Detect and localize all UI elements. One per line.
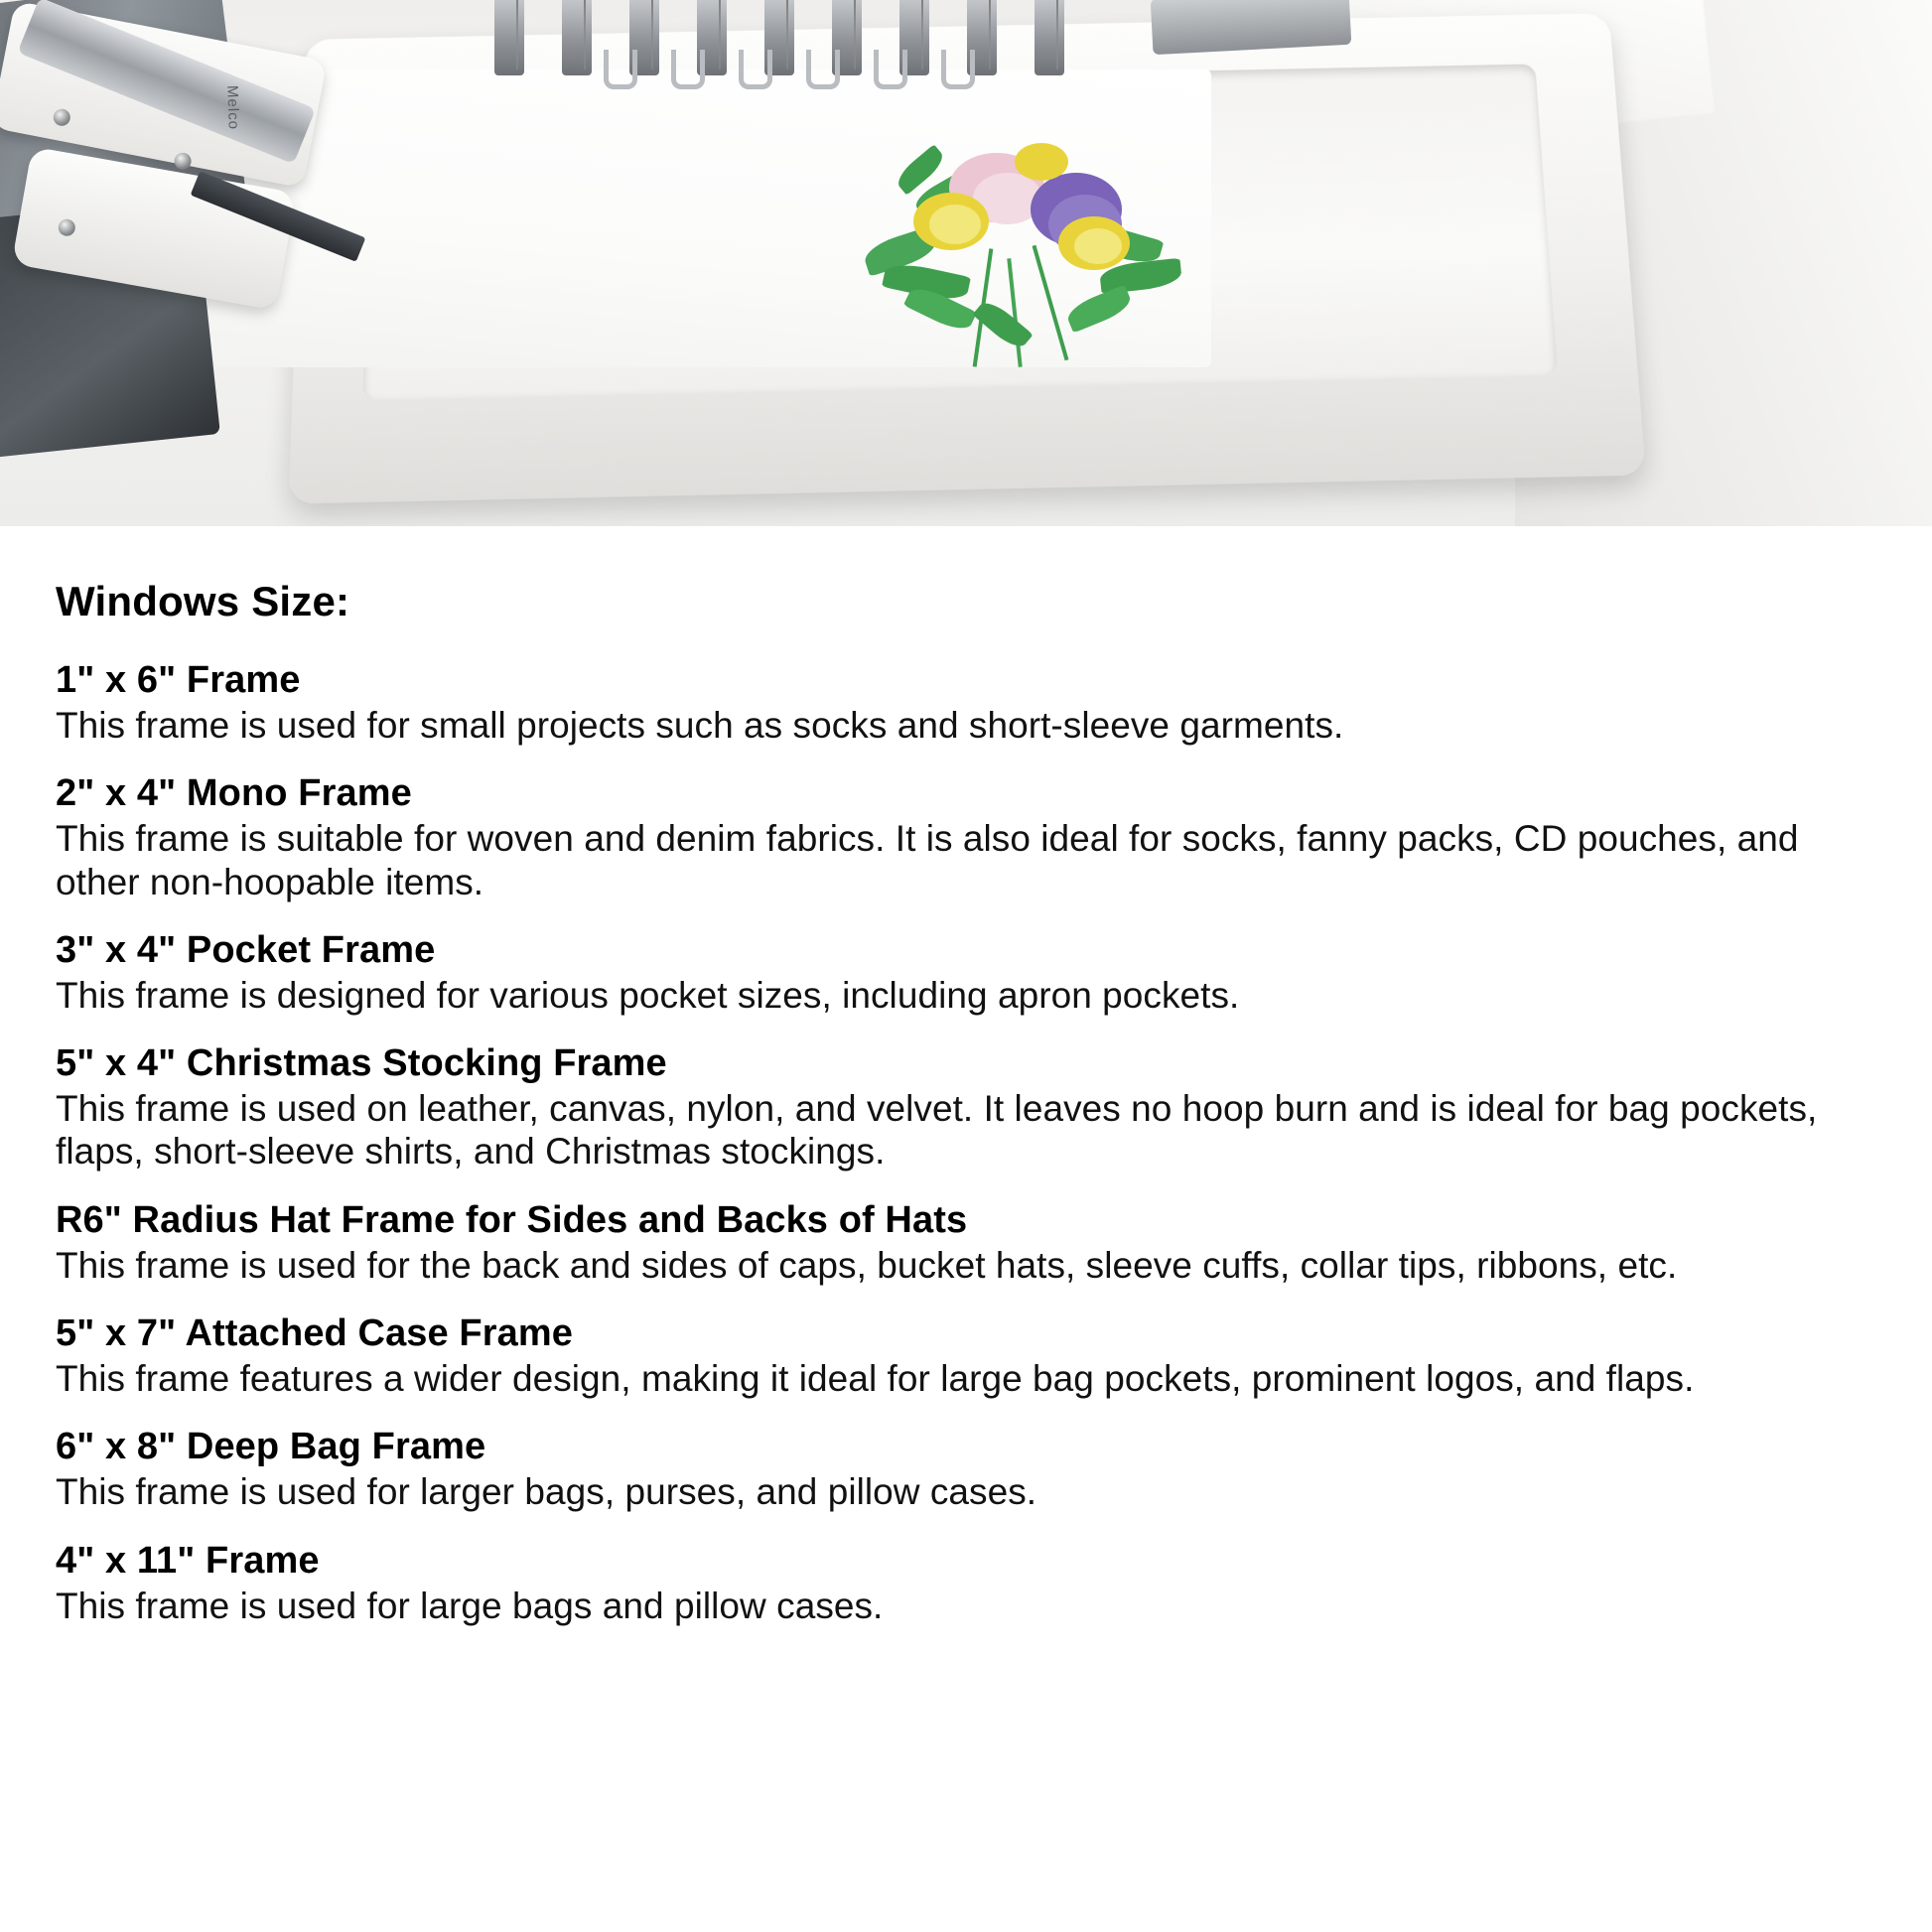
document-content [0, 526, 1932, 1627]
frame-entry-5x4-christmas-stocking [56, 1042, 1876, 1173]
frame-entry-4x11 [56, 1540, 1876, 1627]
frame-heading: R6" Radius Hat Frame for Sides and Backs of Hats [56, 1198, 968, 1241]
machine-screw [57, 217, 76, 237]
frame-entry-2x4-mono [56, 772, 1876, 903]
frame-description: This frame is suitable for woven and denim fabrics. It is also ideal for socks, fanny packs, CD pouches, and other non-hoopable items. [56, 818, 1799, 902]
frame-entry-3x4-pocket [56, 929, 1876, 1017]
frame-heading: 1" x 6" Frame [56, 659, 301, 701]
frame-entry-1x6 [56, 659, 1876, 747]
product-photo [0, 0, 1932, 526]
frame-description: This frame is used on leather, canvas, nylon, and velvet. It leaves no hoop burn and is ideal for bag pockets, flaps, short-sleeve shirts, and Christmas stockings. [56, 1088, 1818, 1173]
frame-description: This frame is designed for various pocket sizes, including apron pockets. [56, 974, 1240, 1016]
frame-heading: 6" x 8" Deep Bag Frame [56, 1426, 486, 1468]
frame-entry-r6-radius-hat [56, 1199, 1876, 1287]
frame-heading: 2" x 4" Mono Frame [56, 772, 412, 815]
frame-heading: 5" x 7" Attached Case Frame [56, 1311, 573, 1354]
page-title: Windows Size: [56, 578, 350, 624]
frame-description: This frame is used for the back and sides of caps, bucket hats, sleeve cuffs, collar tips, ribbons, etc. [56, 1244, 1678, 1286]
frame-entry-5x7-attached-case [56, 1312, 1876, 1400]
frame-entry-6x8-deep-bag [56, 1426, 1876, 1513]
embroidery-machine-head [0, 0, 387, 457]
frame-description: This frame is used for large bags and pillow cases. [56, 1585, 884, 1626]
frame-heading: 3" x 4" Pocket Frame [56, 928, 436, 971]
frame-description: This frame features a wider design, making it ideal for large bag pockets, prominent logos, and flaps. [56, 1357, 1695, 1399]
embroidered-flower-motif [854, 139, 1330, 397]
frame-heading: 4" x 11" Frame [56, 1539, 320, 1582]
brand-label: Melco [223, 84, 242, 131]
frame-description: This frame is used for small projects such as socks and short-sleeve garments. [56, 705, 1344, 746]
frame-description: This frame is used for larger bags, purses, and pillow cases. [56, 1471, 1037, 1513]
frame-heading: 5" x 4" Christmas Stocking Frame [56, 1042, 667, 1085]
machine-screw [52, 107, 71, 127]
